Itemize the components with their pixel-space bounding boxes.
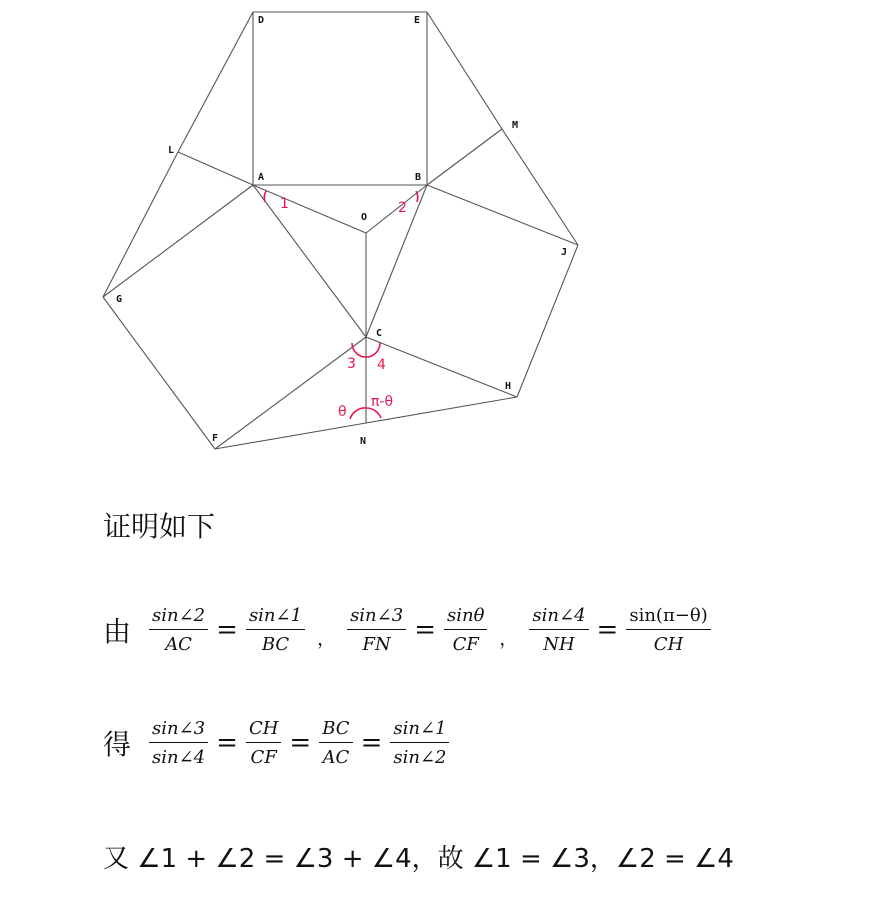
fraction	[319, 718, 352, 768]
equals: =	[414, 615, 436, 645]
segment-BJ	[427, 185, 578, 245]
segment-FG	[103, 297, 215, 449]
point-label-J: J	[561, 247, 568, 258]
segment-AC	[253, 185, 366, 337]
segment-MJ	[502, 129, 578, 245]
equation-line-2	[103, 718, 453, 768]
angle-label-4: 4	[377, 357, 386, 373]
word-de: 得	[103, 728, 132, 761]
denominator: CH	[653, 634, 684, 655]
point-label-H: H	[505, 381, 512, 392]
denominator: AC	[322, 747, 350, 768]
segment-JH	[517, 245, 578, 397]
numerator: sin∠2	[149, 605, 208, 630]
segment-GA	[103, 185, 253, 297]
angle-label-1: 1	[280, 196, 289, 212]
segment-DL	[178, 12, 253, 152]
point-label-M: M	[512, 120, 519, 131]
fraction	[149, 718, 208, 768]
comma: ，	[317, 629, 336, 650]
numerator: sin∠3	[149, 718, 208, 743]
conclusion-line: 又 ∠1 + ∠2 = ∠3 + ∠4，故 ∠1 = ∠3，∠2 = ∠4	[103, 844, 734, 874]
point-label-L: L	[168, 145, 175, 156]
numerator: CH	[246, 718, 281, 743]
equals: =	[216, 728, 238, 758]
equals: =	[360, 728, 383, 758]
angle-arc-1	[264, 191, 266, 202]
point-label-B: B	[415, 172, 422, 183]
point-label-N: N	[360, 436, 367, 447]
equation-line-1	[103, 605, 715, 655]
fraction	[246, 718, 281, 768]
numerator: sin∠1	[246, 605, 305, 630]
point-label-D: D	[258, 15, 265, 26]
proof-heading: 证明如下	[103, 510, 216, 543]
numerator: sin(π−θ)	[626, 605, 710, 630]
segment-CF	[215, 337, 366, 449]
point-label-A: A	[258, 172, 265, 183]
point-label-O: O	[361, 212, 368, 223]
angle-label-pi-minus-theta: π-θ	[371, 394, 394, 410]
point-label-E: E	[414, 15, 421, 26]
segment-FN	[215, 423, 366, 449]
segment-LG	[103, 152, 178, 297]
word-you: 由	[103, 615, 132, 648]
denominator: sin∠4	[152, 747, 206, 768]
denominator: AC	[165, 634, 192, 655]
equals: =	[596, 615, 619, 645]
angle-arc-theta	[350, 408, 366, 419]
numerator: sin∠3	[347, 605, 406, 630]
fraction	[444, 605, 487, 655]
equals: =	[289, 728, 312, 758]
angle-label-3: 3	[347, 356, 356, 372]
point-label-F: F	[212, 433, 219, 444]
comma: ，	[499, 629, 518, 650]
numerator: sin∠1	[390, 718, 449, 743]
fraction	[246, 605, 305, 655]
angle-arc-2	[416, 191, 418, 202]
denominator: CF	[452, 634, 479, 655]
segment-EM	[427, 12, 502, 129]
denominator: FN	[362, 634, 391, 655]
numerator: sinθ	[444, 605, 487, 630]
point-label-G: G	[116, 294, 123, 305]
denominator: sin∠2	[393, 747, 447, 768]
angle-label-2: 2	[398, 200, 407, 216]
fraction	[149, 605, 208, 655]
denominator: CF	[250, 747, 277, 768]
segment-LA	[178, 152, 253, 185]
fraction	[626, 605, 710, 655]
fraction	[529, 605, 588, 655]
denominator: BC	[261, 634, 290, 655]
equals: =	[216, 615, 238, 645]
segment-BC	[366, 185, 427, 337]
segment-AO	[253, 185, 366, 233]
numerator: BC	[319, 718, 352, 743]
fraction	[347, 605, 406, 655]
segment-HC	[366, 337, 517, 397]
point-label-C: C	[376, 328, 383, 339]
denominator: NH	[543, 634, 575, 655]
angle-label-theta: θ	[338, 404, 347, 420]
fraction	[390, 718, 449, 768]
numerator: sin∠4	[529, 605, 588, 630]
segment-MB	[427, 129, 502, 185]
